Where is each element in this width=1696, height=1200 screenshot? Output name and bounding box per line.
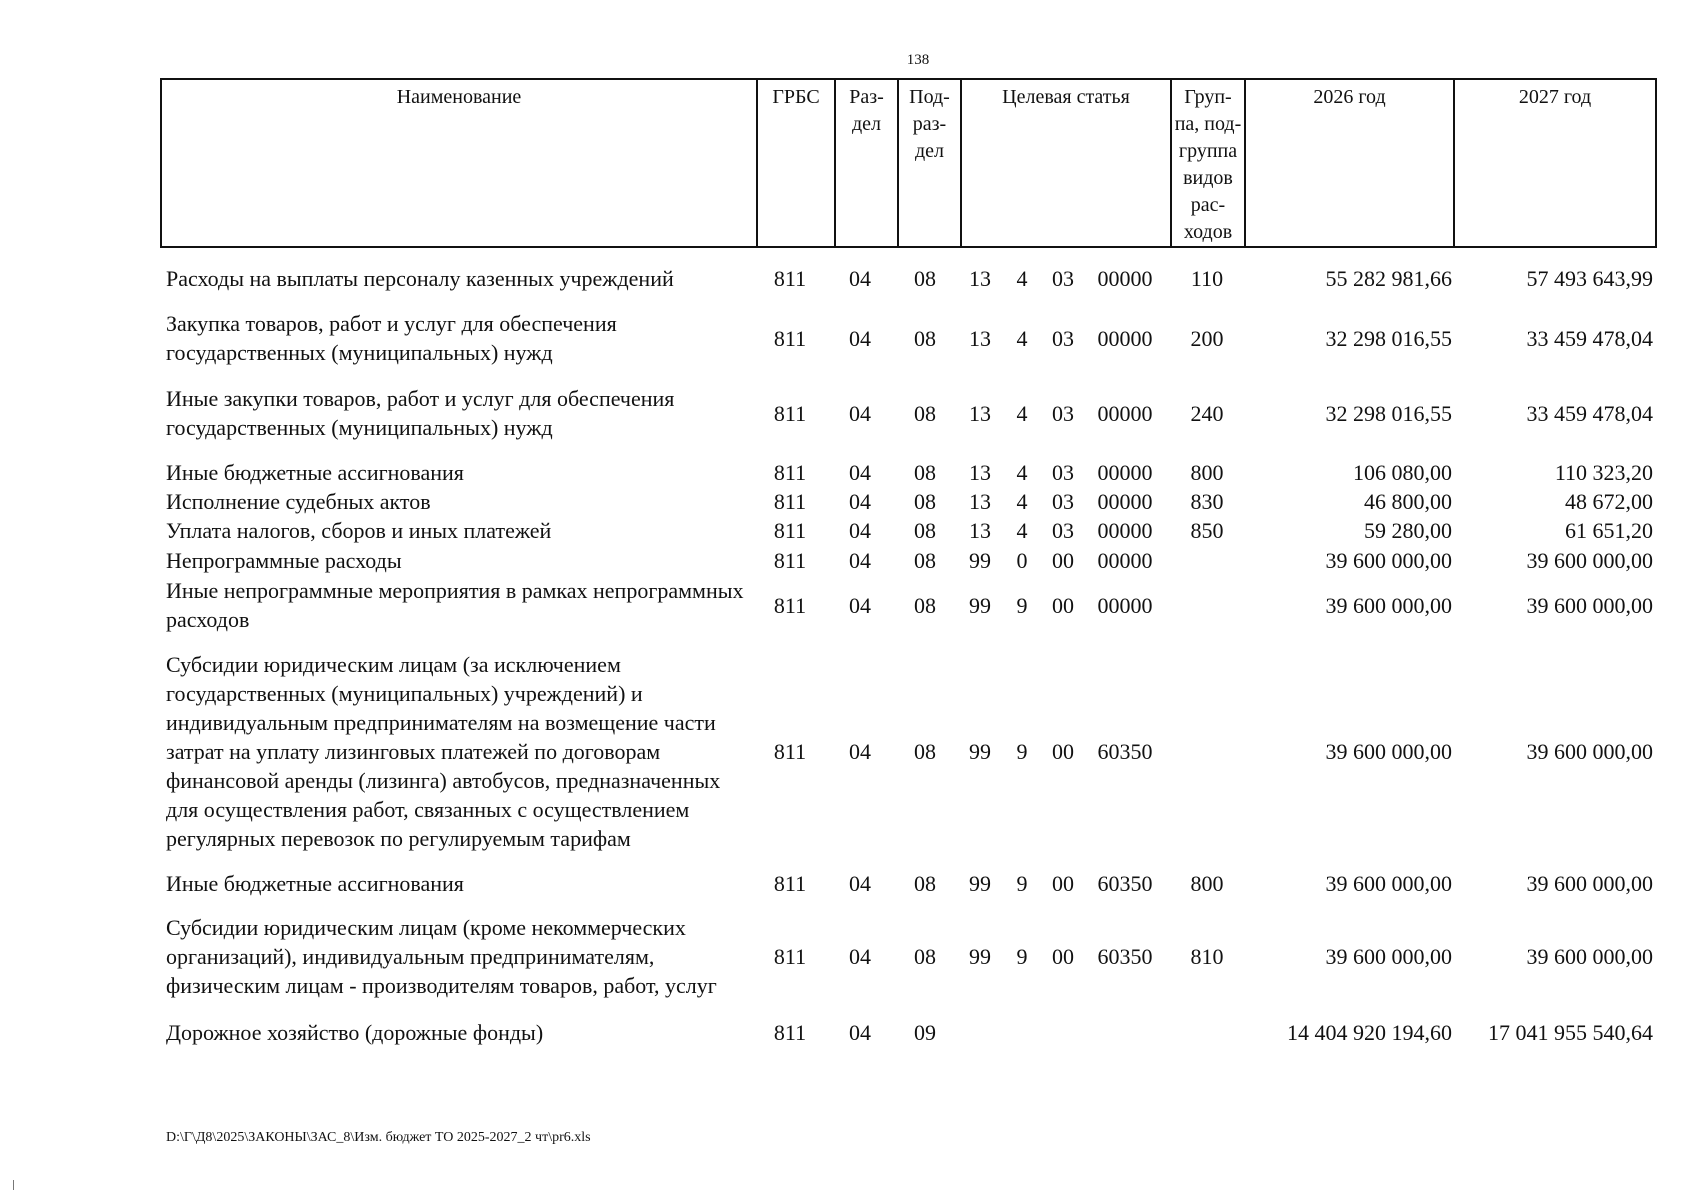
row-vid: 110	[1190, 266, 1224, 291]
row-grbs: 811	[773, 518, 807, 543]
page-number: 138	[906, 52, 930, 68]
row-target-program: 99	[969, 943, 991, 969]
row-name: Иные закупки товаров, работ и услуг для обеспечения государственных (муниципальных) нужд	[166, 386, 675, 440]
row-grbs: 811	[773, 489, 807, 514]
row-target-direction: 60350	[1097, 943, 1153, 969]
row-razdel: 04	[849, 943, 871, 969]
row-amount-2026: 32 298 016,55	[1325, 325, 1452, 351]
row-amount-2027: 61 651,20	[1565, 518, 1653, 543]
file-path-footer: D:\Г\Д8\2025\ЗАКОНЫ\ЗАС_8\Изм. бюджет ТО 2025-2027_2 чт\pr6.xls	[166, 1130, 591, 1145]
row-target-direction: 00000	[1097, 548, 1153, 573]
row-target-type: 9	[1016, 592, 1028, 618]
row-amount-2027: 57 493 643,99	[1526, 266, 1653, 291]
row-target-type: 0	[1016, 548, 1028, 573]
row-razdel: 04	[849, 325, 871, 351]
row-name: Уплата налогов, сборов и иных платежей	[166, 518, 552, 543]
row-target-structure: 03	[1052, 489, 1074, 514]
row-podrazdel: 08	[914, 400, 936, 426]
row-vid: 850	[1190, 518, 1224, 543]
header-razdel: Раз- дел	[849, 86, 884, 135]
row-amount-2027: 39 600 000,00	[1526, 592, 1653, 618]
table-row	[0, 869, 1696, 898]
table-row	[0, 487, 1696, 516]
row-amount-2026: 59 280,00	[1364, 518, 1452, 543]
row-target-structure: 00	[1052, 548, 1074, 573]
row-name: Дорожное хозяйство (дорожные фонды)	[166, 1020, 544, 1045]
row-amount-2027: 110 323,20	[1554, 460, 1653, 485]
table-row	[0, 898, 1696, 1014]
row-grbs: 811	[773, 548, 807, 573]
row-name: Иные непрограммные мероприятия в рамках непрограммных расходов	[166, 578, 744, 632]
row-amount-2026: 39 600 000,00	[1325, 548, 1452, 573]
row-grbs: 811	[773, 943, 807, 969]
row-vid: 830	[1190, 489, 1224, 514]
row-target-type: 4	[1016, 518, 1028, 543]
table-row	[0, 264, 1696, 293]
row-podrazdel: 08	[914, 266, 936, 291]
row-target-program: 99	[969, 738, 991, 764]
scan-margin-mark	[13, 1180, 14, 1190]
table-row	[0, 576, 1696, 634]
row-podrazdel: 08	[914, 871, 936, 896]
row-target-direction	[1090, 1018, 1160, 1047]
row-amount-2026: 32 298 016,55	[1325, 400, 1452, 426]
row-target-program: 13	[969, 400, 991, 426]
table-row	[0, 516, 1696, 545]
row-grbs: 811	[773, 460, 807, 485]
row-amount-2027: 33 459 478,04	[1526, 400, 1653, 426]
row-podrazdel: 09	[914, 1020, 936, 1045]
row-amount-2027: 39 600 000,00	[1526, 871, 1653, 896]
row-amount-2026: 39 600 000,00	[1325, 943, 1452, 969]
row-amount-2026: 55 282 981,66	[1325, 266, 1452, 291]
table-row	[0, 635, 1696, 867]
header-grbs: ГРБС	[772, 86, 820, 108]
row-vid: 240	[1190, 400, 1224, 426]
row-vid: 800	[1190, 871, 1224, 896]
table-row	[0, 458, 1696, 487]
row-target-structure: 00	[1052, 943, 1074, 969]
row-grbs: 811	[773, 325, 807, 351]
row-podrazdel: 08	[914, 460, 936, 485]
row-name: Иные бюджетные ассигнования	[166, 871, 464, 896]
row-podrazdel: 08	[914, 489, 936, 514]
row-razdel: 04	[849, 518, 871, 543]
row-razdel: 04	[849, 266, 871, 291]
row-target-structure: 03	[1052, 460, 1074, 485]
header-podrazdel: Под- раз- дел	[909, 86, 950, 162]
row-name: Иные бюджетные ассигнования	[166, 460, 464, 485]
row-amount-2026: 39 600 000,00	[1325, 871, 1452, 896]
row-target-type: 4	[1016, 266, 1028, 291]
row-target-program: 13	[969, 325, 991, 351]
row-target-type: 9	[1016, 738, 1028, 764]
row-razdel: 04	[849, 400, 871, 426]
row-target-type: 9	[1016, 871, 1028, 896]
row-target-program: 99	[969, 548, 991, 573]
row-razdel: 04	[849, 489, 871, 514]
row-target-structure: 00	[1052, 592, 1074, 618]
row-name: Непрограммные расходы	[166, 548, 402, 573]
row-vid: 800	[1190, 460, 1224, 485]
row-target-program	[955, 1018, 1005, 1047]
table-row	[0, 309, 1696, 367]
row-target-direction: 00000	[1097, 266, 1153, 291]
row-target-type: 4	[1016, 325, 1028, 351]
row-grbs: 811	[773, 266, 807, 291]
row-target-program: 13	[969, 489, 991, 514]
row-amount-2027: 39 600 000,00	[1526, 943, 1653, 969]
row-vid	[1172, 576, 1242, 634]
row-amount-2026: 14 404 920 194,60	[1287, 1020, 1452, 1045]
row-razdel: 04	[849, 871, 871, 896]
row-target-type: 4	[1016, 400, 1028, 426]
row-target-direction: 00000	[1097, 489, 1153, 514]
table-row	[0, 1018, 1696, 1047]
header-target: Целевая статья	[1002, 86, 1130, 108]
row-vid	[1172, 546, 1242, 575]
row-amount-2027: 17 041 955 540,64	[1488, 1020, 1653, 1045]
row-razdel: 04	[849, 460, 871, 485]
row-amount-2026: 106 080,00	[1353, 460, 1452, 485]
row-razdel: 04	[849, 548, 871, 573]
row-target-program: 13	[969, 518, 991, 543]
row-grbs: 811	[773, 738, 807, 764]
row-podrazdel: 08	[914, 325, 936, 351]
row-target-program: 99	[969, 871, 991, 896]
row-target-structure	[1040, 1018, 1086, 1047]
row-grbs: 811	[773, 871, 807, 896]
row-vid	[1172, 1018, 1242, 1047]
row-vid	[1172, 635, 1242, 867]
row-target-structure: 03	[1052, 325, 1074, 351]
header-2026: 2026 год	[1313, 86, 1386, 108]
row-podrazdel: 08	[914, 518, 936, 543]
row-amount-2027: 33 459 478,04	[1526, 325, 1653, 351]
row-target-program: 13	[969, 460, 991, 485]
row-target-direction: 00000	[1097, 592, 1153, 618]
header-name: Наименование	[396, 86, 522, 108]
row-target-direction: 00000	[1097, 460, 1153, 485]
row-target-program: 13	[969, 266, 991, 291]
row-razdel: 04	[849, 592, 871, 618]
row-podrazdel: 08	[914, 943, 936, 969]
row-target-direction: 00000	[1097, 518, 1153, 543]
row-name: Исполнение судебных актов	[166, 489, 431, 514]
row-target-type: 4	[1016, 489, 1028, 514]
row-vid: 200	[1190, 325, 1224, 351]
table-row	[0, 546, 1696, 575]
row-target-direction: 60350	[1097, 871, 1153, 896]
row-target-structure: 00	[1052, 871, 1074, 896]
row-amount-2027: 39 600 000,00	[1526, 548, 1653, 573]
row-target-direction: 60350	[1097, 738, 1153, 764]
row-target-direction: 00000	[1097, 325, 1153, 351]
row-grbs: 811	[773, 400, 807, 426]
header-2027: 2027 год	[1518, 86, 1592, 108]
row-target-direction: 00000	[1097, 400, 1153, 426]
table-row	[0, 384, 1696, 442]
row-amount-2026: 39 600 000,00	[1325, 592, 1452, 618]
row-name: Субсидии юридическим лицам (за исключением государственных (муниципальных) учреждений) и индивидуальным предпринимателям на возмещение части затрат на уплату лизинговых платежей по договорам финансовой аренды (лизинга) автобусов, предназначенных для осуществления работ, связанных с осуществлением регулярных перевозок по регулируемым тарифам	[166, 651, 721, 851]
row-amount-2026: 46 800,00	[1364, 489, 1452, 514]
row-podrazdel: 08	[914, 548, 936, 573]
row-razdel: 04	[849, 738, 871, 764]
row-target-program: 99	[969, 592, 991, 618]
row-amount-2027: 39 600 000,00	[1526, 738, 1653, 764]
row-podrazdel: 08	[914, 738, 936, 764]
row-grbs: 811	[773, 592, 807, 618]
row-target-type	[1007, 1018, 1037, 1047]
row-target-type: 4	[1016, 460, 1028, 485]
header-vid: Груп- па, под- группа видов рас- ходов	[1174, 86, 1242, 243]
row-vid: 810	[1190, 943, 1224, 969]
row-target-structure: 03	[1052, 266, 1074, 291]
row-target-structure: 00	[1052, 738, 1074, 764]
row-target-type: 9	[1016, 943, 1028, 969]
row-podrazdel: 08	[914, 592, 936, 618]
row-grbs: 811	[773, 1020, 807, 1045]
row-target-structure: 03	[1052, 518, 1074, 543]
row-name: Субсидии юридическим лицам (кроме некоммерческих организаций), индивидуальным предпринимателям, физическим лицам - производителям товаров, работ, услуг	[166, 914, 717, 998]
row-amount-2026: 39 600 000,00	[1325, 738, 1452, 764]
row-name: Закупка товаров, работ и услуг для обеспечения государственных (муниципальных) нужд	[166, 311, 617, 365]
row-target-structure: 03	[1052, 400, 1074, 426]
row-razdel: 04	[849, 1020, 871, 1045]
row-name: Расходы на выплаты персоналу казенных учреждений	[166, 266, 674, 291]
row-amount-2027: 48 672,00	[1565, 489, 1653, 514]
